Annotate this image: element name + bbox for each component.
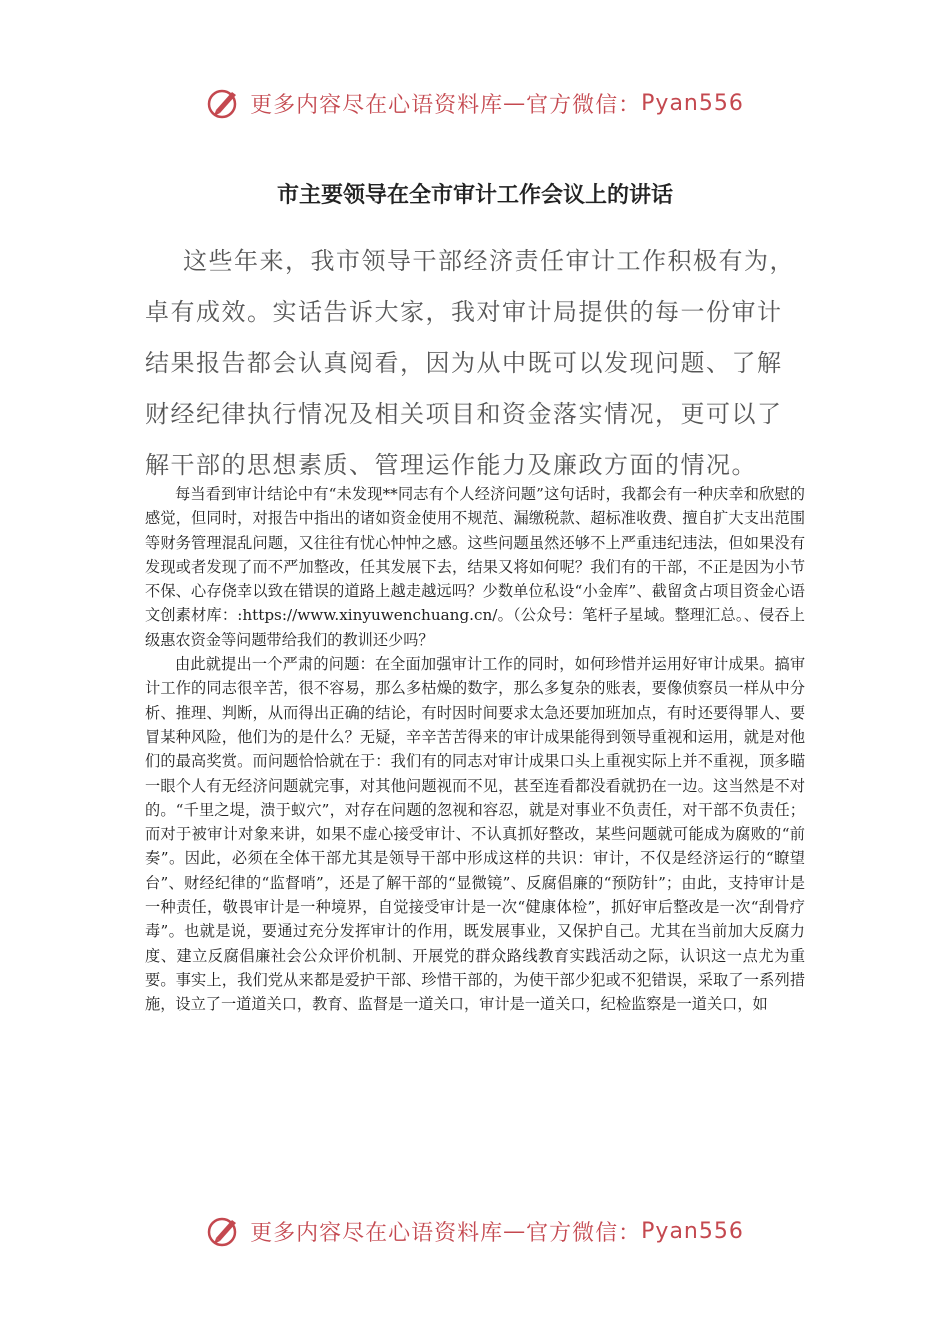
banner-separator: —: [503, 1218, 527, 1244]
banner-wechat-label: 官方微信：: [526, 1220, 642, 1246]
document-title: 市主要领导在全市审计工作会议上的讲话: [276, 183, 673, 208]
lead-paragraph: 这些年来，我市领导干部经济责任审计工作积极有为，卓有成效。实话告诉大家，我对审计局提供的每一份审计结果报告都会认真阅看，因为从中既可以发现问题、了解财经纪律执行情况及相关项目和资金落实情况，更可以了解干部的思想素质、管理运作能力及廉政方面的情况。: [145, 247, 795, 479]
banner-account: Pyan556: [641, 90, 744, 116]
header-banner: [0, 83, 950, 123]
banner-brand-text: 更多内容尽在心语资料库: [250, 92, 504, 118]
paragraph: 由此就提出一个严肃的问题：在全面加强审计工作的同时，如何珍惜并运用好审计成果。搞审计工作的同志很辛苦，很不容易，那么多枯燥的数字，那么多复杂的账表，要像侦察员一样从中分析、推理、判断，从而得出正确的结论，有时因时间要求太急还要加班加点，有时还要得罪人、要冒某种风险，他们为的是什么？无疑，辛辛苦苦得来的审计成果能得到领导重视和运用，就是对他们的最高奖赏。而问题恰恰就在于：我们有的同志对审计成果口头上重视实际上并不重视，顶多瞄一眼个人有无经济问题就完事，对其他问题视而不见，甚至连看都没看就扔在一边。这当然是不对的。“千里之堤，溃于蚁穴”，对存在问题的忽视和容忍，就是对事业不负责任，对干部不负责任；而对于被审计对象来讲，如果不虚心接受审计、不认真抓好整改，某些问题就可能成为腐败的“前奏”。因此，必须在全体干部尤其是领导干部中形成这样的共识：审计，不仅是经济运行的“瞭望台”、财经纪律的“监督哨”，还是了解干部的“显微镜”、反腐倡廉的“预防针”；由此，支持审计是一种责任，敬畏审计是一种境界，自觉接受审计是一次“健康体检”，抓好审后整改是一次“刮骨疗毒”。也就是说，要通过充分发挥审计的作用，既发展事业，又保护自己。尤其在当前加大反腐力度、建立反腐倡廉社会公众评价机制、开展党的群众路线教育实践活动之际，认识这一点尤为重要。事实上，我们党从来都是爱护干部、珍惜干部的，为使干部少犯或不犯错误，采取了一系列措施，设立了一道道关口，教育、监督是一道关口，审计是一道关口，纪检监察是一道关口，如: [145, 655, 805, 1014]
body-text: [145, 482, 805, 1017]
pen-logo-icon: [206, 86, 244, 120]
pen-logo-icon: [206, 1214, 244, 1248]
banner-wechat-label: 官方微信：: [526, 92, 642, 118]
banner-account: Pyan556: [641, 1218, 744, 1244]
banner-separator: —: [503, 90, 527, 116]
paragraph: 每当看到审计结论中有“未发现**同志有个人经济问题”这句话时，我都会有一种庆幸和欣慰的感觉，但同时，对报告中指出的诸如资金使用不规范、漏缴税款、超标准收费、擅自扩大支出范围等财务管理混乱问题，又往往有忧心忡忡之感。这些问题虽然还够不上严重违纪违法，但如果没有发现或者发现了而不严加整改，任其发展下去，结果又将如何呢？我们有的干部，不正是因为小节不保、心存侥幸以致在错误的道路上越走越远吗？少数单位私设“小金库”、截留贪占项目资金心语文创素材库：:https://www.xinyuwenchuang.cn/。（公众号：笔杆子星域。整理汇总。、侵吞上级惠农资金等问题带给我们的教训还少吗？: [145, 485, 805, 649]
footer-banner: [0, 1211, 950, 1251]
banner-brand-text: 更多内容尽在心语资料库: [250, 1220, 504, 1246]
